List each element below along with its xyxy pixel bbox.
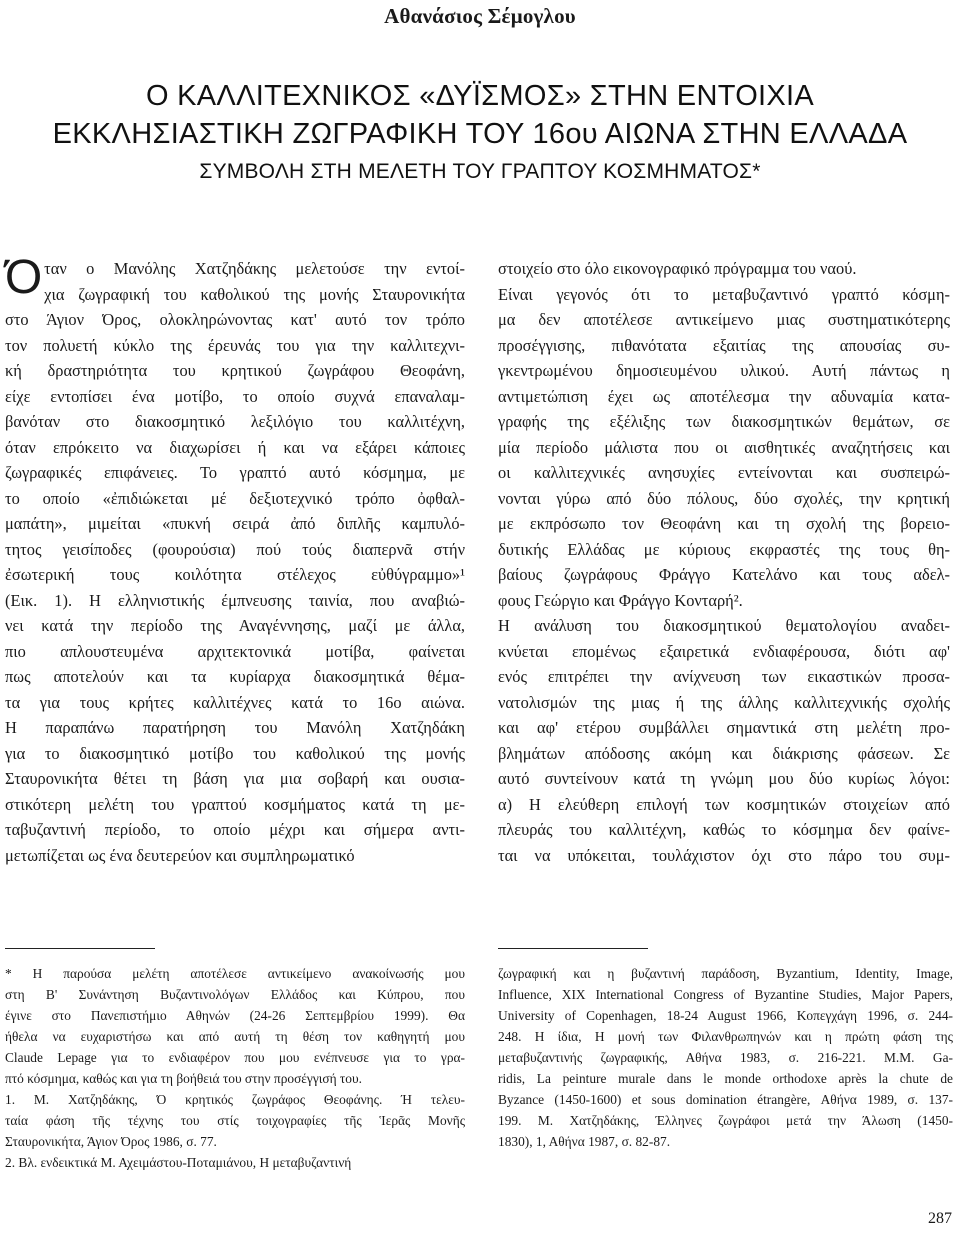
text-line: αντιμετώπιση έχει ως αποτέλεσμα την αδυναμία κατα- [498, 386, 950, 406]
text-line: τα για τους κρήτες καλλιτέχνες κατά το 16ο αιώνα. [5, 692, 465, 712]
footnote-line: 248. Η ίδια, Η μονή των Φιλανθρωπηνών και η πρώτη φάση της [498, 1029, 953, 1044]
footnotes-left [5, 963, 465, 1173]
text-line: βαίους ζωγράφους Φράγγο Κατελάνο και τους αδελ- [498, 565, 950, 584]
footnote-line: έγινε στο Πανεπιστήμιο Αθηνών (24-26 Σεπτεμβρίου 1999). Θα [5, 1008, 465, 1023]
text-line: α) Η ελεύθερη επιλογή των κοσμητικών στοιχείων από [498, 794, 950, 814]
text-line: γκεντρωμένου δημοσιευμένου υλικού. Αυτή πάντως η [498, 361, 950, 380]
text-line: ταβυζαντινή περίοδο, το οποίο μέχρι και σήμερα αντι- [5, 820, 465, 839]
text-line: όταν επρόκειτο να διαχωρίσει ή και να εξάρει κάποιες [5, 437, 465, 457]
text-line: με εκπρόσωπο τον Θεοφάνη και τη σχολή της βορειο- [498, 514, 950, 533]
text-line: ταν ο Μανόλης Χατζηδάκης μελετούσε την εντοί- [44, 259, 465, 278]
title-line-2: ΕΚΚΛΗΣΙΑΣΤΙΚΗ ΖΩΓΡΑΦΙΚΗ ΤΟΥ 16ου ΑΙΩΝΑ ΣΤΗΝ ΕΛΛΑΔΑ [52, 118, 908, 150]
text-line: μα δεν αποτέλεσε αντικείμενο μιας συστηματικότερης [498, 310, 950, 329]
text-line: μαπάτη», μιμείται «πυκνή σειρά ἀπό διπλῆς καμπυλό- [5, 514, 465, 533]
footnote-line: ζωγραφική και η βυζαντινή παράδοση, Byzantium, Identity, Image, [498, 966, 953, 981]
text-line: νονται γύρω από δύο πόλους, δύο σχολές, την κρητική [498, 488, 950, 508]
body-column-right [498, 256, 950, 868]
text-line: πως αποτελούν και τα κυρίαρχα διακοσμητικά θέμα- [5, 667, 465, 686]
text-line: για το διακοσμητικό μοτίβο του καθολικού της μονής [5, 743, 465, 763]
text-line: κή δραστηριότητα του κρητικού ζωγράφου Θεοφάνη, [5, 361, 465, 380]
left-column-text [5, 251, 465, 868]
footnote-line: 1830), 1, Αθήνα 1987, σ. 82-87. [498, 1134, 671, 1149]
subtitle: ΣΥΜΒΟΛΗ ΣΤΗ ΜΕΛΕΤΗ ΤΟΥ ΓΡΑΠΤΟΥ ΚΟΣΜΗΜΑΤΟΣ* [199, 160, 761, 183]
text-line: αυτό συντείνουν κατά τη γνώμη μου δύο κυρίως λόγοι: [498, 769, 950, 788]
text-line: χια ζωγραφική του καθολικού της μονής Σταυρονικήτα [44, 284, 465, 304]
text-line: και αφ' ετέρου συμβάλλει σημαντικά στη μελέτη προ- [498, 718, 950, 737]
text-line: ενός επιτρέπει την ανίχνευση των εικαστικών προσα- [498, 667, 950, 686]
text-line: οι καλλιτεχνικές ανησυχίες εντείνονται και συσπειρώ- [498, 463, 950, 482]
text-line: νατολισμών της μιας ή της άλλης καλλιτεχνικής σχολής [498, 692, 950, 712]
body-column-left [5, 251, 465, 868]
footnote-line: ταία φάση τῆς τέχνης του στίς τοιχογραφίες τῆς Ἱερᾶς Μονῆς [5, 1113, 465, 1128]
footnote-line: 1. Μ. Χατζηδάκης, Ό κρητικός ζωγράφος Θεοφάνης. Ή τελευ- [5, 1092, 465, 1107]
footnote-line: University of Copenhagen, 18-24 August 1966, Κοπεγχάγη 1996, σ. 244- [498, 1008, 953, 1023]
footnote-line: * Η παρούσα μελέτη αποτέλεσε αντικείμενο ανακοίνωσής μου [5, 966, 465, 981]
footnote-line: στη Β' Συνάντηση Βυζαντινολόγων Ελλάδος και Κύπρου, που [5, 987, 465, 1002]
footnote-line: 199. Μ. Χατζηδάκης, Έλληνες ζωγράφοι μετά την Άλωση (1450- [498, 1113, 953, 1128]
footnote-line: Byzance (1450-1600) et sous domination étrangère, Αθήνα 1989, σ. 137- [498, 1092, 953, 1107]
footnotes-right [498, 963, 953, 1152]
footnote-line: Claude Lepage για το ενδιαφέρον που μου ενέπνευσε για το γρα- [5, 1050, 465, 1065]
text-line: Σταυρονικήτα θέτει τη βάση για μια σοβαρή και ουσια- [5, 769, 465, 788]
text-line: γραφής της εξέλιξης των διακοσμητικών θεμάτων, σε [498, 412, 950, 431]
footnote-line: Influence, XIX International Congress of Byzantine Studies, Major Papers, [498, 987, 953, 1002]
footnote-line: πτό κόσμημα, καθώς και για τη βοήθειά του στην προσέγγισή του. [5, 1071, 362, 1086]
footnote-rule-right [498, 948, 648, 949]
footnote-line: ridis, La peinture murale dans le monde orthodoxe après la chute de [498, 1071, 953, 1086]
right-column-text [498, 256, 950, 868]
footnote-line: ήθελα να ευχαριστήσω και από αυτή τη θέση τον καθηγητή μου [5, 1029, 465, 1044]
text-line: στικότερη μελέτη του γραπτού κοσμήματος κατά τη με- [5, 794, 465, 814]
text-line: πλευράς του καλλιτέχνη, καθώς το κόσμημα δεν φαίνε- [498, 820, 950, 839]
page-number: 287 [928, 1210, 952, 1227]
text-line: βανόταν στο διακοσμητικό λεξιλόγιο του καλλιτέχνη, [5, 412, 465, 431]
text-line: στο Άγιον Όρος, ολοκληρώνοντας κατ' αυτό τον τρόπο [5, 310, 465, 329]
text-line: μετωπίζεται ως ένα δευτερεύον και συμπληρωματικό [5, 845, 355, 865]
text-line: (Εικ. 1). Η ελληνιστικής έμπνευσης ταινία, που αναβιώ- [5, 590, 465, 610]
text-line: φους Γεώργιο και Φράγγο Κονταρή². [498, 590, 743, 610]
text-line: στοιχείο στο όλο εικονογραφικό πρόγραμμα του ναού. [498, 259, 857, 278]
text-line: τον πολυετή κύκλο της έρευνάς του για την καλλιτεχνι- [5, 335, 465, 355]
text-line: Η ανάλυση του διακοσμητικού θεματολογίου αναδει- [498, 616, 950, 635]
footnote-line: Σταυρονικήτα, Άγιον Όρος 1986, σ. 77. [5, 1134, 217, 1149]
text-line: το οποίο «ἐπιδιώκεται μέ δεξιοτεχνικό τρόπο ὀφθαλ- [5, 488, 465, 508]
text-line: προσέγγισης, πιθανότατα εξαιτίας της απουσίας συ- [498, 335, 950, 355]
text-line: ἐσωτερική τους κοιλότητα στέλεχος εὐθύγραμμο»¹ [5, 565, 465, 584]
footnote-line: μεταβυζαντινής ζωγραφικής, Αθήνα 1983, σ. 216-221. Μ.Μ. Ga- [498, 1050, 953, 1065]
text-line: Η παραπάνω παρατήρηση του Μανόλη Χατζηδάκη [5, 718, 465, 737]
footnote-rule-left [5, 948, 155, 949]
text-line: ται να υπόκειται, τουλάχιστον όχι στο πάρο του συμ- [498, 845, 950, 865]
text-line: βλημάτων απόδοσης ακόμη και διάκρισης φάσεων. Σε [498, 743, 950, 763]
text-line: μία περίοδο μάλιστα που οι αισθητικές αναζητήσεις και [498, 437, 950, 457]
title-line-1: Ο ΚΑΛΛΙΤΕΧΝΙΚΟΣ «ΔΥΪΣΜΟΣ» ΣΤΗΝ ΕΝΤΟΙΧΙΑ [145, 80, 815, 112]
drop-cap: Ό [5, 251, 43, 304]
text-line: τητος γεισίποδες (φουρούσια) πού τούς διαπερνᾶ στήν [5, 539, 465, 559]
author-name: Αθανάσιος Σέμογλου [384, 4, 576, 28]
text-line: ζωγραφικές επιφάνειες. Το γραπτό αυτό κόσμημα, με [5, 463, 465, 482]
text-line: πιο απλουστευμένα αρχιτεκτονικά μοτίβα, φαίνεται [5, 641, 465, 661]
text-line: κνύεται επομένως εξαιρετικά ενδιαφέρουσα, διότι αφ' [498, 641, 950, 661]
text-line: Είναι γεγονός ότι το μεταβυζαντινό γραπτό κόσμη- [498, 284, 950, 304]
footnote-line: 2. Βλ. ενδεικτικά Μ. Αχειμάστου-Ποταμιάνου, Η μεταβυζαντινή [5, 1155, 352, 1170]
text-line: είχε εντοπίσει ένα μοτίβο, το οποίο συχνά επαναλαμ- [5, 386, 465, 406]
text-line: δυτικής Ελλάδας με κύριους εκφραστές της τους θη- [498, 539, 950, 559]
text-line: νει κατά την περίοδο της Αναγέννησης, μαζί με άλλα, [5, 616, 465, 635]
